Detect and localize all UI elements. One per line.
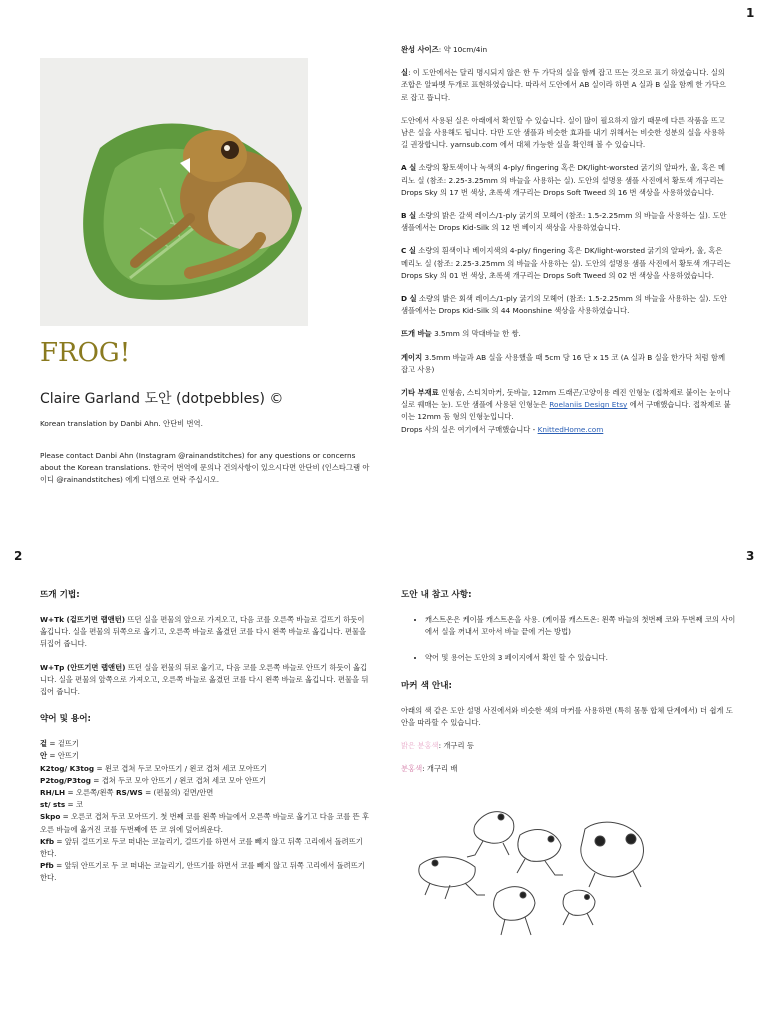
yarn-c-text: 소량의 흰색이나 베이지색의 4-ply/ fingering 혹은 DK/light-worsted 굵기의 알파카, 울, 혹은 메리노 실 (참조: 2.25-3.25mm 의 바늘을 사용하는 실). 도안의 설명용 샘플 사진에서 황토색 개구리는 Drops Sky 의 01 번 색상, 초록색 개구리는 Drops Soft Tweed 의 02 번 색상을 사용하였습니다. [401, 246, 731, 280]
abbreviations-heading: 약어 및 용어: [40, 714, 91, 725]
frog-sketches [405, 795, 670, 945]
gauge-text: 3.5mm 바늘과 AB 실을 사용했을 때 5cm 당 16 단 x 15 코 (A 실과 B 실을 한가닥 처럼 함께 잡고 사용) [401, 352, 726, 374]
yarn-d-label: D 실 [401, 294, 417, 304]
wtp-text: 뜨던 실을 편물의 뒤로 옮기고, 다음 코를 오른쪽 바늘로 안뜨기 하듯이 옮깁니다. 실을 편물의 앞쪽으로 가져오고, 오른쪽 바늘로 옮겼던 코를 다시 왼쪽 바늘로 옮깁니다. 편물을 뒤집어 줍니다. [40, 662, 369, 697]
translation-contact: Please contact Danbi Ahn (Instagram @rainandstitches) for any questions or concerns about the Korean translations. 한국어 번역에 문의나 건의사항이 있으시다면 안단비 (인스타그램 아이디 @rainandstitches) 에게 디엠으로 연락 주십시오. [40, 451, 370, 485]
yarn-b-text: 소량의 밝은 갈색 레이스/1-ply 굵기의 모헤어 (참조: 1.5-2.25mm 의 바늘을 사용하는 실). 도안 샘플에서는 Drops Kid-Silk 의 12 번 베이지 색상을 사용하였습니다. [401, 211, 727, 233]
abbr-def: = 왼코 겹쳐 두코 모아뜨기 / 왼코 겹쳐 세코 모아뜨기 [94, 763, 267, 773]
abbr-def: = 앞뒤 안뜨기로 두 코 떠내는 코늘리기, 안뜨기를 하면서 코를 빼지 않고 뒤쪽 고리에서 돌려뜨기 한다. [40, 861, 365, 883]
marker-light-pink-label: 밝은 분홍색 [401, 741, 439, 751]
page-number-3: 3 [746, 549, 755, 563]
yarn-a-label: A 실 [401, 163, 417, 173]
pattern-author: Claire Garland 도안 (dotpebbles) © [40, 391, 284, 407]
yarn-b-label: B 실 [401, 211, 417, 221]
abbr-term: 겉 [40, 739, 48, 749]
abbr-def: = 겹쳐 두코 모아 안뜨기 / 왼코 겹쳐 세코 모아 안뜨기 [90, 775, 267, 785]
wtp-label: W+Tp (안뜨기면 랩앤턴) [40, 662, 126, 672]
abbr-def-rsws: = (편물의) 겉면/안면 [142, 788, 214, 798]
marker-pink-label: 분홍색 [401, 764, 423, 774]
abbr-term: Kfb [40, 836, 55, 846]
yarn-d-text: 소량의 밝은 회색 레이스/1-ply 굵기의 모헤어 (참조: 1.5-2.25mm 의 바늘을 사용하는 실). 도안 샘플에서는 Drops Kid-Silk 의 44 Moonshine 색상을 사용하였습니다. [401, 294, 728, 316]
abbr-term: st/ sts [40, 800, 66, 810]
yarn-a-text: 소량의 황토색이나 녹색의 4-ply/ fingering 혹은 DK/light-worsted 굵기의 알파카, 울, 혹은 메리노 실 (참조: 2.25-3.25mm 의 바늘을 사용하는 실). 도안의 설명용 샘플 사진에서 황토색 개구리는 Drops Sky 의 17 번 색상, 초록색 개구리는 Drops Soft Tweed 의 16 번 색상을 사용하였습니다. [401, 163, 726, 197]
marker-light-pink-text: : 개구리 등 [438, 741, 474, 751]
etsy-link[interactable]: Roelaniis Design Etsy [549, 400, 628, 410]
marker-heading: 마커 색 안내: [401, 680, 452, 691]
abbr-term-rsws: RS/WS [115, 788, 143, 798]
marker-text: 아래의 색 같은 도안 설명 사진에서와 비슷한 색의 마커를 사용하면 (특히 몸통 합체 단계에서) 더 쉽게 도안을 따라할 수 있습니다. [401, 705, 733, 727]
abbr-term: Skpo [40, 812, 61, 822]
note-item: • 캐스트온은 케이블 캐스트온을 사용. (케이블 캐스트온: 왼쪽 바늘의 첫번째 코와 두번째 코의 사이에서 실을 꺼내서 꼬아서 바늘 끝에 거는 방법) [425, 614, 736, 638]
abbr-def: = 오른코 겹쳐 두코 모아뜨기. 첫 번째 코를 왼쪽 바늘에서 오른쪽 바늘로 옮기고 다음 코를 뜬 후 오른 바늘에 옮겨진 코를 두번째에 뜬 코 위에 덮어씌운다. [40, 812, 370, 834]
wtk-text: 뜨던 실을 편물의 앞으로 가져오고, 다음 코를 오른쪽 바늘로 걸뜨기 하듯이 옮깁니다. 실을 편물의 뒤쪽으로 옮기고, 오른쪽 바늘로 옮겼던 코를 다시 왼쪽 바늘로 옮깁니다. 편물을 뒤집어 줍니다. [40, 615, 367, 649]
size-value: : 약 10cm/4in [438, 45, 488, 54]
abbr-term: P2tog/P3tog [40, 775, 91, 785]
abbr-term: Pfb [40, 861, 54, 871]
page-title: FROG! [40, 338, 131, 368]
frog-on-leaf-image [40, 58, 308, 326]
page3-content [401, 588, 736, 775]
yarn-text: : 이 도안에서는 달리 명시되지 않은 한 두 가닥의 실을 함께 잡고 뜨는 것으로 표기 하였습니다. 실의 조합은 알파벳 두개로 표현하였습니다. 따라서 도안에서 AB 실이라 하면 A 실과 B 실을 함께 한 가닥으로 잡고 뜹니다. [401, 68, 726, 102]
abbr-term: RH/LH [40, 788, 66, 798]
other-supplies-label: 기타 부재료 [401, 388, 439, 398]
other-supplies-text: 인형솜, 스티치마커, 돗바늘, 12mm 드래곤/고양이용 레진 인형눈 (접착제로 붙이는 눈이나 실로 꿰매는 눈). 도안 샘플에 사용된 인형눈은 [401, 388, 731, 410]
drops-text: Drops 사의 실은 여기에서 구매했습니다 - [401, 424, 538, 434]
abbr-def: = 겉뜨기 [47, 739, 79, 749]
translation-credit: Korean translation by Danbi Ahn. 안단비 번역. [40, 419, 203, 428]
knittedhome-link[interactable]: KnittedHome.com [537, 424, 604, 434]
yarn-label: 실 [401, 68, 409, 78]
notes-heading: 도안 내 참고 사항: [401, 590, 472, 600]
gauge-label: 게이지 [401, 352, 423, 362]
wtk-label: W+Tk (겉뜨기면 랩앤턴) [40, 615, 126, 624]
yarn-c-label: C 실 [401, 246, 416, 256]
page-number-2: 2 [14, 549, 23, 563]
marker-pink-text: : 개구리 배 [422, 764, 458, 774]
notes-list [401, 614, 736, 665]
materials-column [401, 44, 731, 436]
other-supplies-text-2: 에서 구매했습니다. 접착제로 붙이는 12mm 돔 형의 인형눈입니다. [401, 400, 731, 422]
page-number-1: 1 [746, 6, 755, 20]
frog-sketches-illustration [405, 795, 670, 945]
abbr-term: 안 [40, 751, 48, 761]
abbr-def: = 앞뒤 걸뜨기로 두코 떠내는 코늘리기, 걸뜨기를 하면서 코를 빼지 않고 뒤쪽 고리에서 돌려뜨기 한다. [40, 836, 363, 859]
frog-photo [40, 58, 308, 326]
abbr-def: = 안뜨기 [47, 751, 79, 761]
needle-label: 뜨개 바늘 [401, 329, 432, 339]
techniques-heading: 뜨개 기법: [40, 590, 80, 600]
abbr-def: = 오른쪽/왼쪽 [65, 788, 116, 798]
yarn-text-2: 도안에서 사용된 실은 아래에서 확인할 수 있습니다. 실이 많이 필요하지 않기 때문에 다른 작품을 뜨고 남은 실을 사용해도 됩니다. 다만 도안 샘플과 비슷한 효과를 내기 위해서는 비슷한 성분의 실을 사용하길 권장합니다. yarnsub.com 에서 대체 가능한 실을 확인해 볼 수 있습니다. [401, 115, 725, 150]
note-item: • 약어 및 용어는 도안의 3 페이지에서 확인 할 수 있습니다. [425, 652, 736, 664]
abbreviation-list [40, 738, 370, 884]
abbr-def: = 코 [65, 800, 84, 810]
page2-content [40, 588, 370, 885]
needle-text: 3.5mm 의 막대바늘 한 쌍. [431, 329, 521, 339]
abbr-term: K2tog/ K3tog [40, 763, 95, 773]
size-label: 완성 사이즈 [401, 45, 439, 54]
